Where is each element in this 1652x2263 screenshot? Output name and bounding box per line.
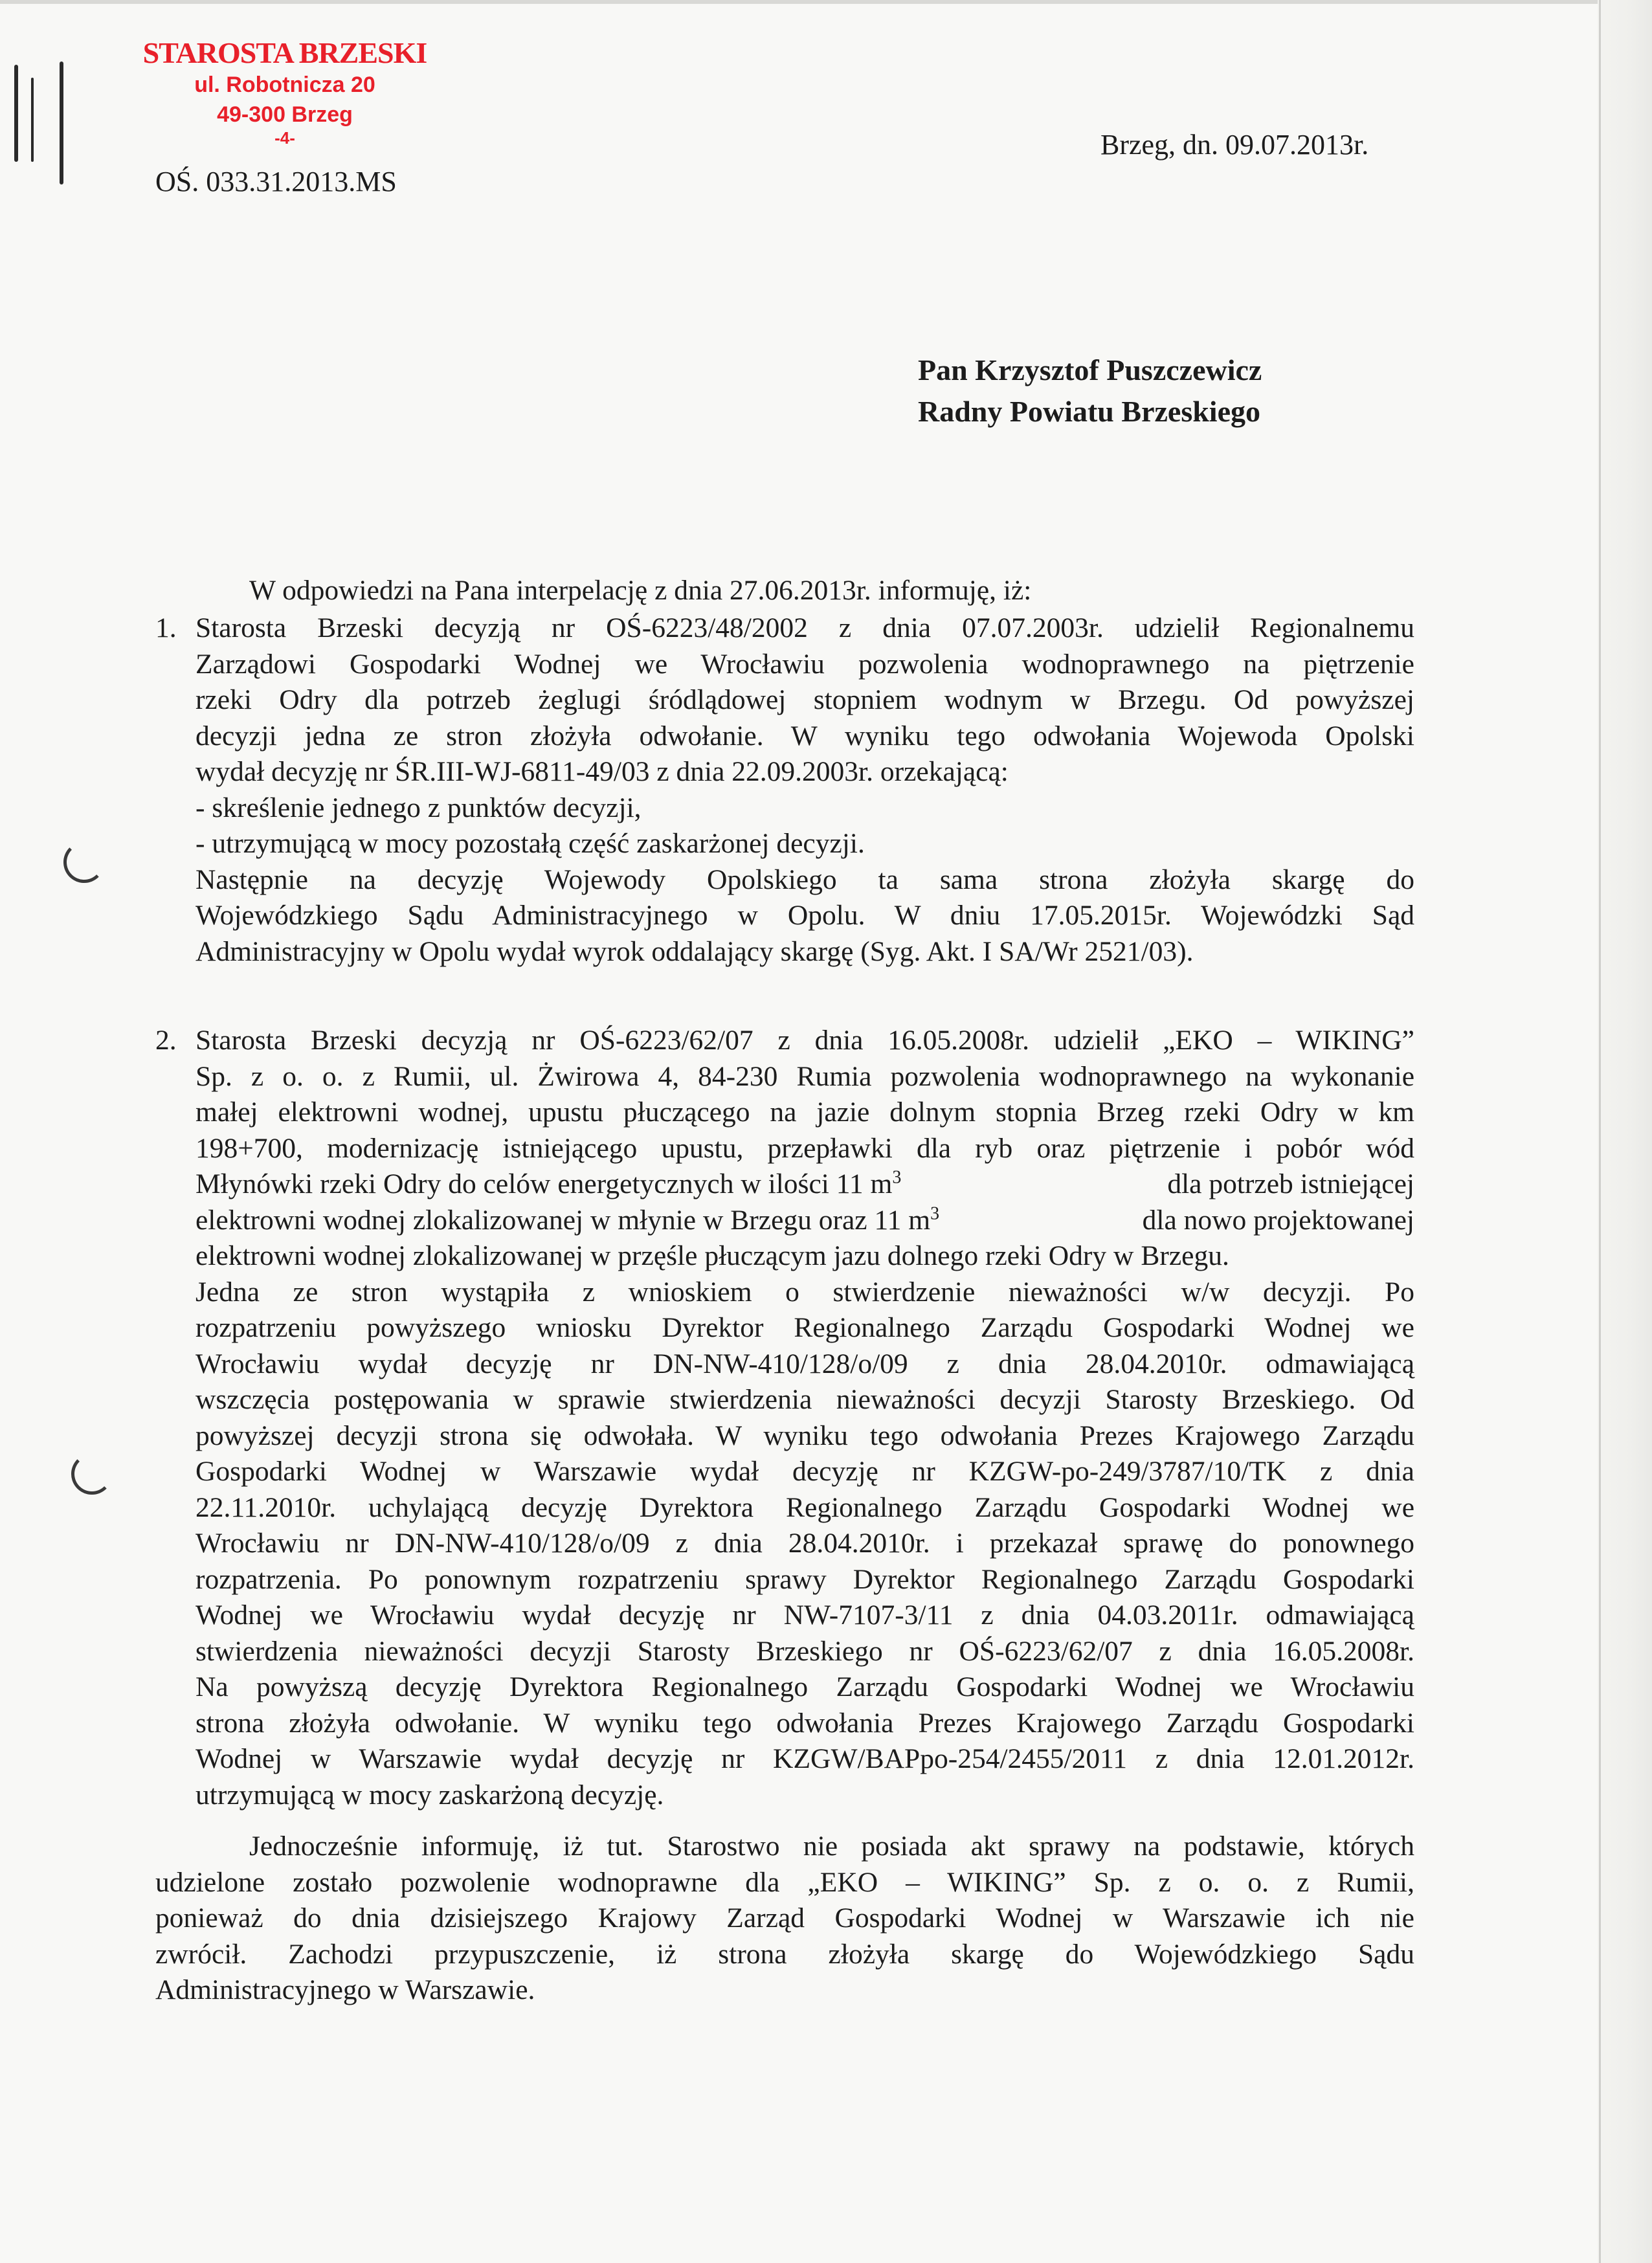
stamp-mark: -4- (274, 128, 295, 148)
letter-date: Brzeg, dn. 09.07.2013r. (1100, 129, 1369, 161)
text-line: Administracyjnego w Warszawie. (155, 1974, 535, 2005)
text-line: stwierdzenia nieważności decyzji Starosty Brzeskiego nr OŚ-6223/62/07 z dnia 16.05.2008r. (195, 1635, 1414, 1667)
stamp-title: STAROSTA BRZESKI (142, 36, 427, 69)
binder-mark (31, 78, 34, 162)
reference-number: OŚ. 033.31.2013.MS (155, 166, 397, 197)
binder-mark (60, 61, 63, 184)
text-line: Następnie na decyzję Wojewody Opolskiego ta sama strona złożyła skargę do (195, 864, 1414, 895)
item-1 (155, 610, 1414, 970)
item-1-number: 1. (155, 612, 177, 643)
text-line: Jednocześnie informuję, iż tut. Starostwo nie posiada akt sprawy na podstawie, których (249, 1831, 1414, 1862)
text-line: Starosta Brzeski decyzją nr OŚ-6223/48/2002 z dnia 07.07.2003r. udzielił Regionalnemu (195, 612, 1414, 643)
text-segment: elektrowni wodnej zlokalizowanej w młynie w Brzegu oraz 11 m (195, 1204, 931, 1236)
text-line: rzeki Odry dla potrzeb żeglugi śródlądowej stopniem wodnym w Brzegu. Od powyższej (195, 684, 1414, 715)
text-line: Na powyższą decyzję Dyrektora Regionalnego Zarządu Gospodarki Wodnej we Wrocławiu (195, 1671, 1414, 1702)
office-stamp (104, 36, 466, 146)
text-line: Wodnej w Warszawie wydał decyzję nr KZGW/BAPpo-254/2455/2011 z dnia 12.01.2012r. (195, 1743, 1414, 1774)
text-line: ponieważ do dnia dzisiejszego Krajowy Zarząd Gospodarki Wodnej w Warszawie ich nie (155, 1902, 1414, 1934)
text-line: strona złożyła odwołanie. W wyniku tego odwołania Prezes Krajowego Zarządu Gospodarki (195, 1707, 1414, 1739)
punch-hole (63, 842, 105, 883)
text-line: Zarządowi Gospodarki Wodnej we Wrocławiu pozwolenia wodnoprawnego na piętrzenie (195, 648, 1414, 680)
text-line: elektrowni wodnej zlokalizowanej w przęśle płuczącym jazu dolnego rzeki Odry w Brzegu. (195, 1240, 1229, 1271)
text-line: Starosta Brzeski decyzją nr OŚ-6223/62/07 z dnia 16.05.2008r. udzielił „EKO – WIKING” (195, 1025, 1414, 1056)
item-2 (155, 1023, 1414, 1813)
text-line: zwrócił. Zachodzi przypuszczenie, iż strona złożyła skargę do Wojewódzkiego Sądu (155, 1938, 1414, 1970)
text-line: Wodnej we Wrocławiu wydał decyzję nr NW-7107-3/11 z dnia 04.03.2011r. odmawiającą (195, 1600, 1414, 1631)
text-line: Administracyjny w Opolu wydał wyrok oddalający skargę (Syg. Akt. I SA/Wr 2521/03). (195, 935, 1194, 967)
text-line: małej elektrowni wodnej, upustu płuczącego na jazie dolnym stopnia Brzeg rzeki Odry w km (195, 1097, 1414, 1128)
text-line: 22.11.2010r. uchylającą decyzję Dyrektora Regionalnego Zarządu Gospodarki Wodnej we (195, 1491, 1414, 1523)
text-line (195, 1203, 1414, 1239)
text-segment: dla potrzeb istniejącej (1167, 1168, 1414, 1199)
text-segment: dla nowo projektowanej (1142, 1204, 1414, 1236)
text-line: Sp. z o. o. z Rumii, ul. Żwirowa 4, 84-230 Rumia pozwolenia wodnoprawnego na wykonanie (195, 1060, 1414, 1092)
scan-edge-right-line (1599, 0, 1601, 2263)
superscript: 3 (892, 1167, 902, 1188)
text-line: - skreślenie jednego z punktów decyzji, (195, 792, 642, 823)
text-line: - utrzymującą w mocy pozostałą część zaskarżonej decyzji. (195, 828, 865, 859)
item-2-content (195, 1023, 1414, 1813)
addressee-title: Radny Powiatu Brzeskiego (918, 395, 1260, 428)
text-line: Wojewódzkiego Sądu Administracyjnego w Opolu. W dniu 17.05.2015r. Wojewódzki Sąd (195, 900, 1414, 931)
text-line: decyzji jedna ze stron złożyła odwołanie. W wyniku tego odwołania Wojewoda Opolski (195, 720, 1414, 752)
text-line (195, 1166, 1414, 1203)
superscript: 3 (930, 1203, 940, 1223)
addressee-name: Pan Krzysztof Puszczewicz (918, 353, 1262, 386)
text-line: rozpatrzeniu powyższego wniosku Dyrektor Regionalnego Zarządu Gospodarki Wodnej we (195, 1312, 1414, 1343)
item-2-number: 2. (155, 1025, 177, 1056)
text-line: Jedna ze stron wystąpiła z wnioskiem o stwierdzenie nieważności w/w decyzji. Po (195, 1276, 1414, 1308)
text-line: utrzymującą w mocy zaskarżoną decyzję. (195, 1779, 664, 1811)
text-line: wydał decyzję nr ŚR.III-WJ-6811-49/03 z dnia 22.09.2003r. orzekającą: (195, 756, 1009, 787)
item-1-content (195, 610, 1414, 970)
intro-paragraph: W odpowiedzi na Pana interpelację z dnia 27.06.2013r. informuję, iż: (249, 575, 1032, 606)
addressee (918, 350, 1262, 432)
scan-edge-right (1598, 0, 1652, 2263)
text-line: wszczęcia postępowania w sprawie stwierdzenia nieważności decyzji Starosty Brzeskiego. Od (195, 1384, 1414, 1415)
text-line: powyższej decyzji strona się odwołała. W wyniku tego odwołania Prezes Krajowego Zarządu (195, 1420, 1414, 1451)
text-segment: Młynówki rzeki Odry do celów energetycznych w ilości 11 m (195, 1168, 893, 1199)
text-line: Gospodarki Wodnej w Warszawie wydał decyzję nr KZGW-po-249/3787/10/TK z dnia (195, 1456, 1414, 1487)
text-line: rozpatrzenia. Po ponownym rozpatrzeniu sprawy Dyrektor Regionalnego Zarządu Gospodarki (195, 1563, 1414, 1595)
text-line: Wrocławiu nr DN-NW-410/128/o/09 z dnia 28.04.2010r. i przekazał sprawę do ponownego (195, 1528, 1414, 1559)
text-line: 198+700, modernizację istniejącego upustu, przepławki dla ryb oraz piętrzenie i pobór wód (195, 1132, 1414, 1164)
scan-edge-top (0, 0, 1652, 4)
punch-hole (71, 1453, 113, 1495)
text-line: udzielone zostało pozwolenie wodnoprawne dla „EKO – WIKING” Sp. z o. o. z Rumii, (155, 1866, 1414, 1898)
binder-mark (14, 65, 18, 162)
text-line: Wrocławiu wydał decyzję nr DN-NW-410/128/o/09 z dnia 28.04.2010r. odmawiającą (195, 1348, 1414, 1379)
closing-paragraph (155, 1829, 1414, 2009)
stamp-city: 49-300 Brzeg (217, 102, 353, 127)
stamp-street: ul. Robotnicza 20 (194, 72, 375, 97)
